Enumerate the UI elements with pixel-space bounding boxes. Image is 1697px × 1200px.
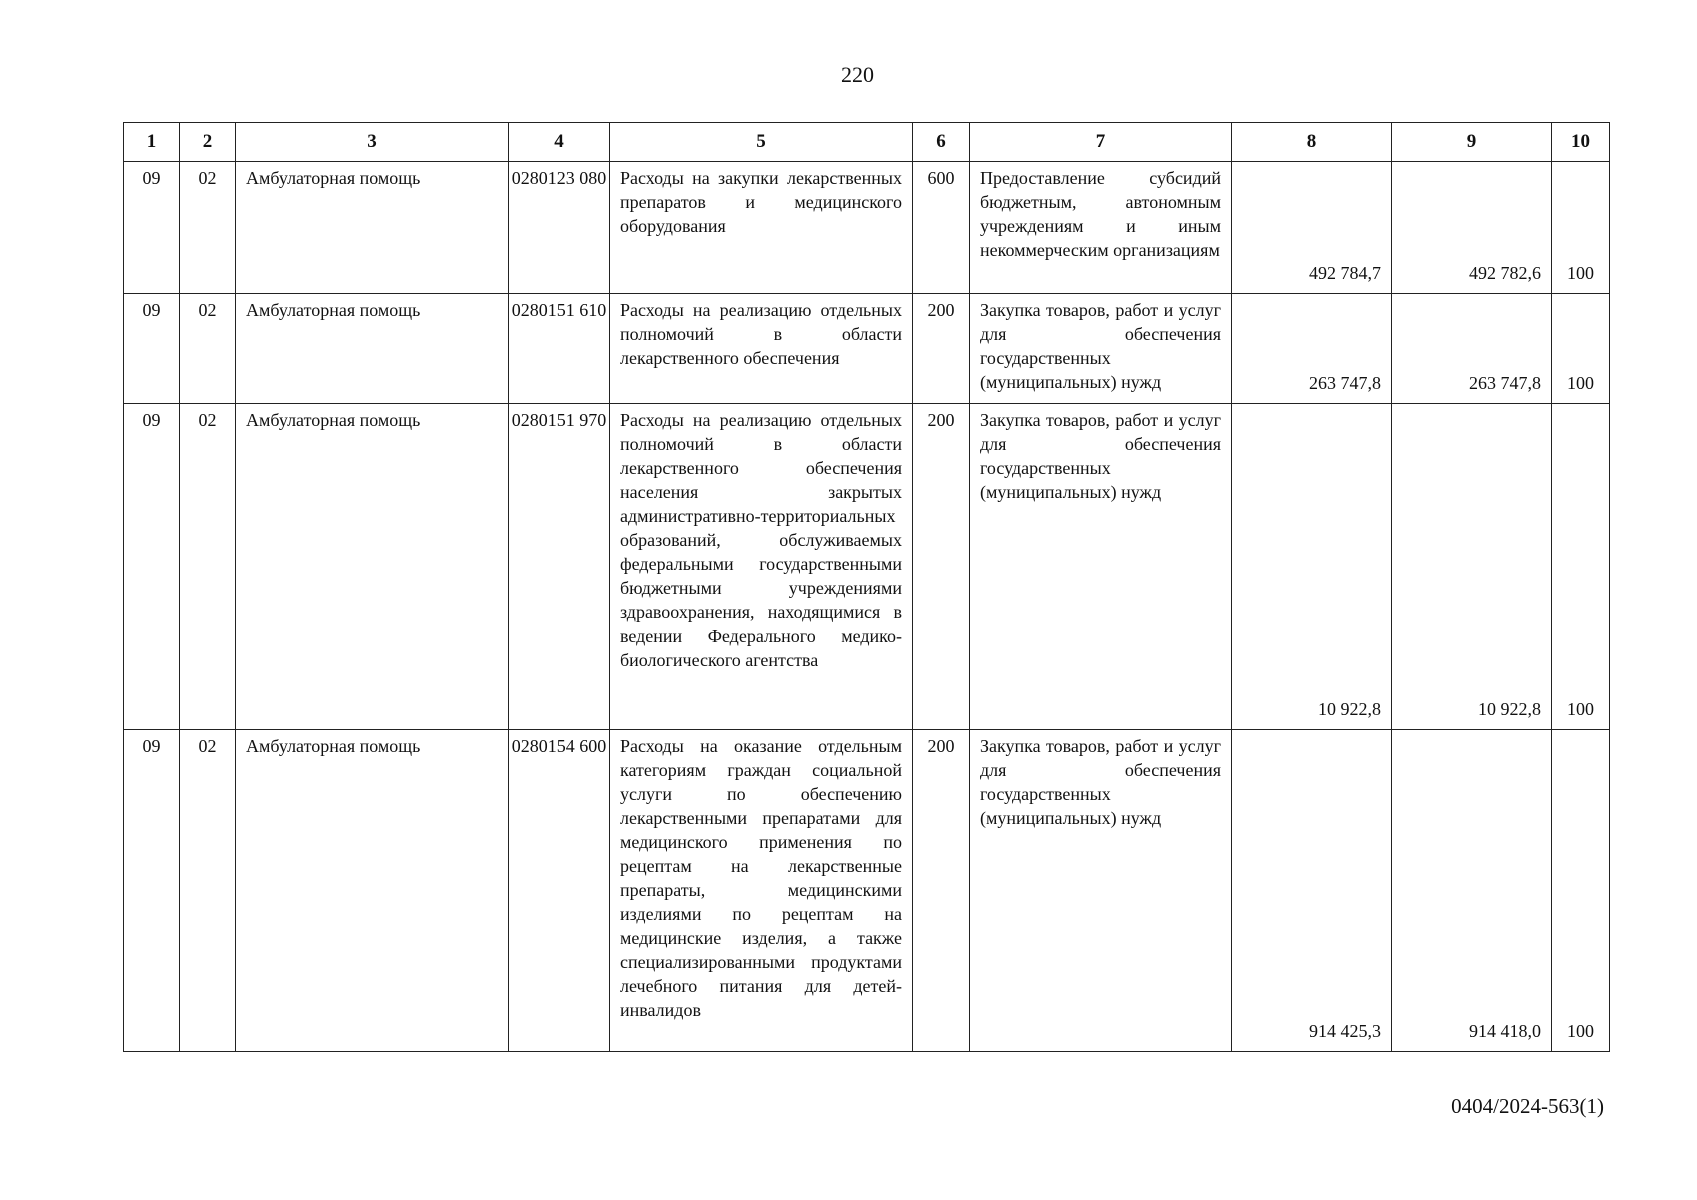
expense-type-name: Закупка товаров, работ и услуг для обеспечения государственных (муниципальных) нужд [970,404,1232,730]
expense-type-code: 200 [913,730,970,1052]
expense-type-code: 200 [913,404,970,730]
planned-amount: 914 425,3 [1232,730,1392,1052]
planned-amount: 10 922,8 [1232,404,1392,730]
target-article-code: 0280154 600 [509,730,610,1052]
column-header: 2 [180,123,236,162]
table-row [124,294,1610,404]
section-code: 09 [124,162,180,294]
subsection-code: 02 [180,730,236,1052]
column-header: 7 [970,123,1232,162]
table-row [124,404,1610,730]
expense-type-name: Закупка товаров, работ и услуг для обеспечения государственных (муниципальных) нужд [970,294,1232,404]
execution-percent: 100 [1552,162,1610,294]
subsection-code: 02 [180,294,236,404]
expense-type-code: 600 [913,162,970,294]
execution-percent: 100 [1552,730,1610,1052]
expense-type-name: Закупка товаров, работ и услуг для обеспечения государственных (муниципальных) нужд [970,730,1232,1052]
column-header: 10 [1552,123,1610,162]
expense-type-code: 200 [913,294,970,404]
column-header: 5 [610,123,913,162]
expense-description: Расходы на закупки лекарственных препаратов и медицинского оборудования [610,162,913,294]
executed-amount: 914 418,0 [1392,730,1552,1052]
section-code: 09 [124,404,180,730]
table-row [124,730,1610,1052]
budget-table [123,122,1610,1052]
subsection-name: Амбулаторная помощь [236,730,509,1052]
page-number: 220 [841,62,874,87]
expense-description: Расходы на реализацию отдельных полномочий в области лекарственного обеспечения населения закрытых административно-территориальных образований, обслуживаемых федеральными государственными бюджетными учреждениями здравоохранения, находящимися в ведении Федерального медико-биологического агентства [610,404,913,730]
column-header: 4 [509,123,610,162]
executed-amount: 263 747,8 [1392,294,1552,404]
document-code: 0404/2024-563(1) [1451,1094,1604,1118]
target-article-code: 0280151 610 [509,294,610,404]
executed-amount: 492 782,6 [1392,162,1552,294]
table-header-row [124,123,1610,162]
table-row [124,162,1610,294]
subsection-code: 02 [180,162,236,294]
target-article-code: 0280151 970 [509,404,610,730]
expense-description: Расходы на оказание отдельным категориям граждан социальной услуги по обеспечению лекарственными препаратами для медицинского применения по рецептам на лекарственные препараты, медицинскими изделиями по рецептам на медицинские изделия, а также специализированными продуктами лечебного питания для детей-инвалидов [610,730,913,1052]
subsection-name: Амбулаторная помощь [236,294,509,404]
target-article-code: 0280123 080 [509,162,610,294]
column-header: 8 [1232,123,1392,162]
execution-percent: 100 [1552,404,1610,730]
subsection-name: Амбулаторная помощь [236,162,509,294]
column-header: 3 [236,123,509,162]
execution-percent: 100 [1552,294,1610,404]
executed-amount: 10 922,8 [1392,404,1552,730]
subsection-code: 02 [180,404,236,730]
planned-amount: 263 747,8 [1232,294,1392,404]
column-header: 9 [1392,123,1552,162]
section-code: 09 [124,730,180,1052]
column-header: 6 [913,123,970,162]
section-code: 09 [124,294,180,404]
expense-description: Расходы на реализацию отдельных полномочий в области лекарственного обеспечения [610,294,913,404]
planned-amount: 492 784,7 [1232,162,1392,294]
subsection-name: Амбулаторная помощь [236,404,509,730]
column-header: 1 [124,123,180,162]
expense-type-name: Предоставление субсидий бюджетным, автономным учреждениям и иным некоммерческим организациям [970,162,1232,294]
